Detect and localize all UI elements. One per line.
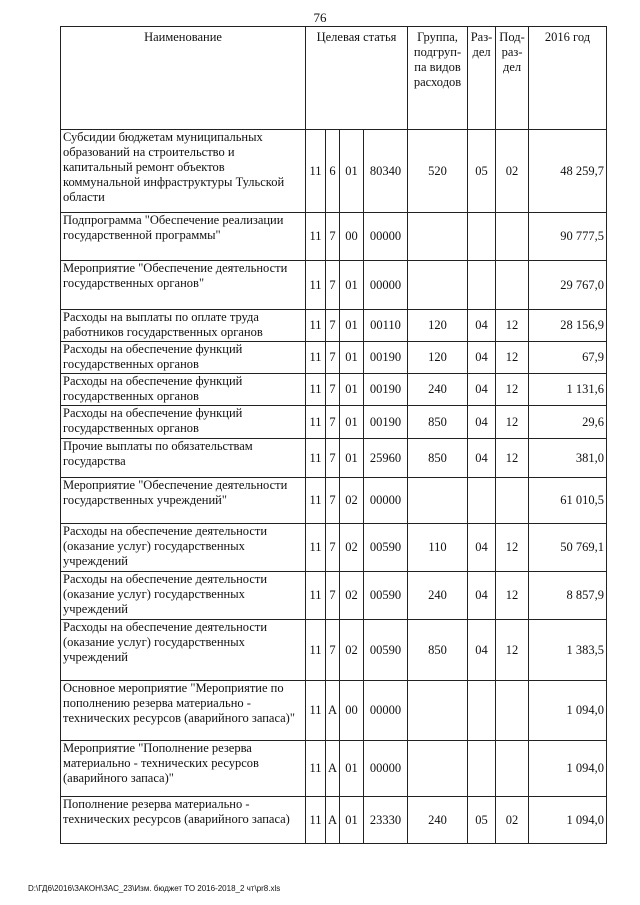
target-code-direction: 00190	[364, 406, 408, 439]
amount-2016: 67,9	[529, 342, 607, 374]
target-code-direction: 80340	[364, 130, 408, 213]
subsection-code: 02	[496, 797, 529, 844]
target-code-event: 01	[340, 797, 364, 844]
section-code: 05	[468, 130, 496, 213]
expense-group	[408, 741, 468, 797]
table-row	[61, 374, 607, 406]
row-name: Расходы на обеспечение функций государственных органов	[61, 342, 306, 374]
target-code-subprogram: 7	[326, 572, 340, 620]
section-code: 04	[468, 342, 496, 374]
target-code-event: 02	[340, 572, 364, 620]
table-row	[61, 741, 607, 797]
table-row	[61, 681, 607, 741]
table-row	[61, 310, 607, 342]
expense-group: 240	[408, 374, 468, 406]
target-code-direction: 00000	[364, 478, 408, 524]
section-code: 04	[468, 439, 496, 478]
row-name: Расходы на выплаты по оплате труда работников государственных органов	[61, 310, 306, 342]
target-code-subprogram: 7	[326, 342, 340, 374]
table-row	[61, 406, 607, 439]
amount-2016: 1 094,0	[529, 797, 607, 844]
subsection-code: 12	[496, 342, 529, 374]
target-code-event: 01	[340, 439, 364, 478]
row-name: Мероприятие "Обеспечение деятельности государственных органов"	[61, 261, 306, 310]
target-code-direction: 25960	[364, 439, 408, 478]
subsection-code: 12	[496, 439, 529, 478]
target-code-program: 11	[306, 310, 326, 342]
amount-2016: 28 156,9	[529, 310, 607, 342]
section-code	[468, 741, 496, 797]
section-code	[468, 681, 496, 741]
target-code-event: 00	[340, 213, 364, 261]
amount-2016: 381,0	[529, 439, 607, 478]
target-code-subprogram: 7	[326, 478, 340, 524]
table-row	[61, 524, 607, 572]
target-code-event: 01	[340, 310, 364, 342]
target-code-subprogram: 7	[326, 374, 340, 406]
table-row	[61, 342, 607, 374]
target-code-program: 11	[306, 261, 326, 310]
target-code-direction: 00190	[364, 374, 408, 406]
target-code-direction: 00000	[364, 681, 408, 741]
amount-2016: 1 383,5	[529, 620, 607, 681]
target-code-program: 11	[306, 620, 326, 681]
target-code-event: 01	[340, 342, 364, 374]
expense-group: 850	[408, 406, 468, 439]
subsection-code: 12	[496, 572, 529, 620]
target-code-direction: 00190	[364, 342, 408, 374]
amount-2016: 29 767,0	[529, 261, 607, 310]
section-code	[468, 478, 496, 524]
amount-2016: 1 094,0	[529, 741, 607, 797]
target-code-event: 02	[340, 620, 364, 681]
table-row	[61, 439, 607, 478]
expense-group: 850	[408, 620, 468, 681]
header-row	[61, 27, 607, 130]
target-code-program: 11	[306, 524, 326, 572]
subsection-code: 02	[496, 130, 529, 213]
expense-group	[408, 213, 468, 261]
header-name: Наименование	[61, 27, 306, 130]
page-number: 76	[313, 10, 327, 25]
expense-group: 850	[408, 439, 468, 478]
expense-group: 240	[408, 572, 468, 620]
table-row	[61, 797, 607, 844]
row-name: Субсидии бюджетам муниципальных образований на строительство и капитальный ремонт объектов коммунальной инфраструктуры Тульской области	[61, 130, 306, 213]
header-year: 2016 год	[529, 27, 607, 130]
row-name: Основное мероприятие "Мероприятие по пополнению резерва материально - технических ресурсов (аварийного запаса)"	[61, 681, 306, 741]
target-code-subprogram: 7	[326, 620, 340, 681]
target-code-direction: 00590	[364, 572, 408, 620]
table-row	[61, 572, 607, 620]
subsection-code	[496, 478, 529, 524]
row-name: Расходы на обеспечение функций государственных органов	[61, 406, 306, 439]
target-code-subprogram: 7	[326, 261, 340, 310]
amount-2016: 29,6	[529, 406, 607, 439]
target-code-subprogram: А	[326, 797, 340, 844]
target-code-direction: 00590	[364, 620, 408, 681]
table-row	[61, 130, 607, 213]
target-code-direction: 00590	[364, 524, 408, 572]
target-code-event: 02	[340, 478, 364, 524]
target-code-event: 01	[340, 130, 364, 213]
row-name: Расходы на обеспечение функций государственных органов	[61, 374, 306, 406]
subsection-code: 12	[496, 374, 529, 406]
section-code: 04	[468, 374, 496, 406]
target-code-program: 11	[306, 130, 326, 213]
header-section: Раз-дел	[468, 27, 496, 130]
target-code-program: 11	[306, 439, 326, 478]
target-code-direction: 00110	[364, 310, 408, 342]
target-code-event: 02	[340, 524, 364, 572]
row-name: Мероприятие "Обеспечение деятельности государственных учреждений"	[61, 478, 306, 524]
section-code	[468, 261, 496, 310]
header-group: Группа, подгруп-па видов расходов	[408, 27, 468, 130]
subsection-code	[496, 741, 529, 797]
row-name: Пополнение резерва материально - технических ресурсов (аварийного запаса)	[61, 797, 306, 844]
target-code-direction: 23330	[364, 797, 408, 844]
budget-table	[60, 26, 607, 844]
subsection-code	[496, 261, 529, 310]
subsection-code: 12	[496, 524, 529, 572]
amount-2016: 1 094,0	[529, 681, 607, 741]
subsection-code	[496, 681, 529, 741]
row-name: Прочие выплаты по обязательствам государства	[61, 439, 306, 478]
subsection-code: 12	[496, 310, 529, 342]
amount-2016: 8 857,9	[529, 572, 607, 620]
target-code-event: 01	[340, 741, 364, 797]
row-name: Расходы на обеспечение деятельности (оказание услуг) государственных учреждений	[61, 524, 306, 572]
target-code-program: 11	[306, 681, 326, 741]
target-code-event: 01	[340, 374, 364, 406]
subsection-code	[496, 213, 529, 261]
amount-2016: 61 010,5	[529, 478, 607, 524]
amount-2016: 90 777,5	[529, 213, 607, 261]
amount-2016: 1 131,6	[529, 374, 607, 406]
target-code-subprogram: 7	[326, 310, 340, 342]
table-row	[61, 261, 607, 310]
expense-group: 520	[408, 130, 468, 213]
section-code: 04	[468, 406, 496, 439]
target-code-subprogram: 7	[326, 213, 340, 261]
section-code: 04	[468, 310, 496, 342]
target-code-program: 11	[306, 406, 326, 439]
header-subsection: Под-раз-дел	[496, 27, 529, 130]
target-code-event: 01	[340, 406, 364, 439]
file-path-footer: D:\ГД6\2016\ЗАКОН\ЗАС_23\Изм. бюджет ТО 2016-2018_2 чт\pr8.xls	[28, 884, 281, 893]
target-code-program: 11	[306, 572, 326, 620]
target-code-program: 11	[306, 213, 326, 261]
amount-2016: 50 769,1	[529, 524, 607, 572]
target-code-direction: 00000	[364, 213, 408, 261]
expense-group: 120	[408, 310, 468, 342]
header-target: Целевая статья	[306, 27, 408, 130]
target-code-program: 11	[306, 478, 326, 524]
target-code-subprogram: 7	[326, 524, 340, 572]
target-code-event: 01	[340, 261, 364, 310]
target-code-direction: 00000	[364, 261, 408, 310]
expense-group: 110	[408, 524, 468, 572]
table-row	[61, 213, 607, 261]
target-code-subprogram: 7	[326, 406, 340, 439]
target-code-subprogram: А	[326, 741, 340, 797]
expense-group: 120	[408, 342, 468, 374]
table-body	[61, 130, 607, 844]
table-row	[61, 620, 607, 681]
table-row	[61, 478, 607, 524]
target-code-program: 11	[306, 797, 326, 844]
amount-2016: 48 259,7	[529, 130, 607, 213]
section-code: 04	[468, 620, 496, 681]
expense-group	[408, 681, 468, 741]
target-code-subprogram: А	[326, 681, 340, 741]
section-code: 04	[468, 572, 496, 620]
subsection-code: 12	[496, 620, 529, 681]
section-code: 05	[468, 797, 496, 844]
target-code-program: 11	[306, 342, 326, 374]
target-code-program: 11	[306, 374, 326, 406]
target-code-event: 00	[340, 681, 364, 741]
target-code-direction: 00000	[364, 741, 408, 797]
expense-group	[408, 478, 468, 524]
target-code-subprogram: 6	[326, 130, 340, 213]
row-name: Мероприятие "Пополнение резерва материально - технических ресурсов (аварийного запаса)"	[61, 741, 306, 797]
section-code: 04	[468, 524, 496, 572]
row-name: Подпрограмма "Обеспечение реализации государственной программы"	[61, 213, 306, 261]
target-code-subprogram: 7	[326, 439, 340, 478]
row-name: Расходы на обеспечение деятельности (оказание услуг) государственных учреждений	[61, 620, 306, 681]
row-name: Расходы на обеспечение деятельности (оказание услуг) государственных учреждений	[61, 572, 306, 620]
expense-group	[408, 261, 468, 310]
section-code	[468, 213, 496, 261]
subsection-code: 12	[496, 406, 529, 439]
expense-group: 240	[408, 797, 468, 844]
target-code-program: 11	[306, 741, 326, 797]
